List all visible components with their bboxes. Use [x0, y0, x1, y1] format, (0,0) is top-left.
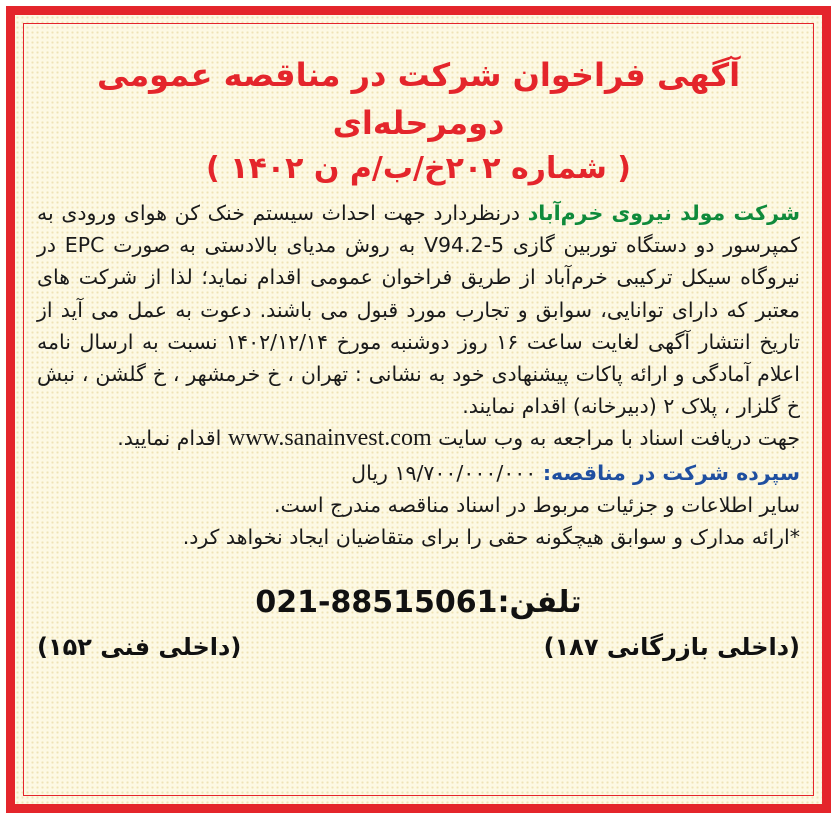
company-name: شرکت مولد نیروی خرم‌آباد	[527, 201, 800, 225]
phone-line	[37, 581, 800, 625]
ad-content	[37, 51, 800, 665]
ext-commercial: (داخلی بازرگانی ۱۸۷)	[543, 632, 800, 661]
ad-frame	[6, 6, 831, 813]
deposit-value: ۱۹/۷۰۰/۰۰۰/۰۰۰ ریال	[351, 460, 543, 485]
ad-body	[37, 197, 800, 455]
body-intro: درنظردارد جهت احداث سیستم خنک کن هوای ورودی به کمپرسور دو دستگاه توربین گازی V94.2-5 به روش مدیای بالادستی به صورت EPC در نیروگاه سیکل ترکیبی خرم‌آباد از طریق فراخوان عمومی اقدام نماید؛ لذا از شرکت های معتبر که دارای توانایی، سوابق و تجارب مورد قبول می باشند. دعوت به عمل می آید از تاریخ انتشار آگهی لغایت ساعت ۱۶ روز دوشنبه مورخ ۱۴۰۲/۱۲/۱۴ نسبت به ارسال نامه اعلام آمادگی و ارائه پاکات پیشنهادی خود به نشانی : تهران ، خ خرمشهر ، خ گلشن ، نبش خ گلزار ، پلاک ۲ (دبیرخانه) اقدام نمایند.	[37, 201, 801, 419]
ad-title: آگهی فراخوان شرکت در مناقصه عمومی دومرحله‌ای	[96, 56, 741, 142]
deposit-label: سپرده شرکت در مناقصه:	[542, 460, 800, 485]
ad-subtitle: ( شماره ۲۰۲خ/ب/م ن ۱۴۰۲ )	[206, 151, 631, 186]
note-line: *ارائه مدارک و سوابق هیچگونه حقی را برای متقاضیان ایجاد نخواهد کرد.	[182, 524, 800, 549]
deposit-line	[37, 457, 800, 489]
phone-label: تلفن:	[497, 584, 582, 620]
phone-number: 021-88515061	[255, 584, 498, 620]
download-suffix: اقدام نمایید.	[117, 426, 228, 451]
info-line: سایر اطلاعات و جزئیات مربوط در اسناد مناقصه مندرج است.	[274, 492, 800, 517]
download-prefix: جهت دریافت اسناد با مراجعه به وب سایت	[431, 426, 800, 451]
website-link[interactable]: www.sanainvest.com	[227, 425, 432, 452]
ext-technical: (داخلی فنی ۱۵۲)	[37, 632, 242, 661]
extensions-row	[37, 629, 800, 665]
